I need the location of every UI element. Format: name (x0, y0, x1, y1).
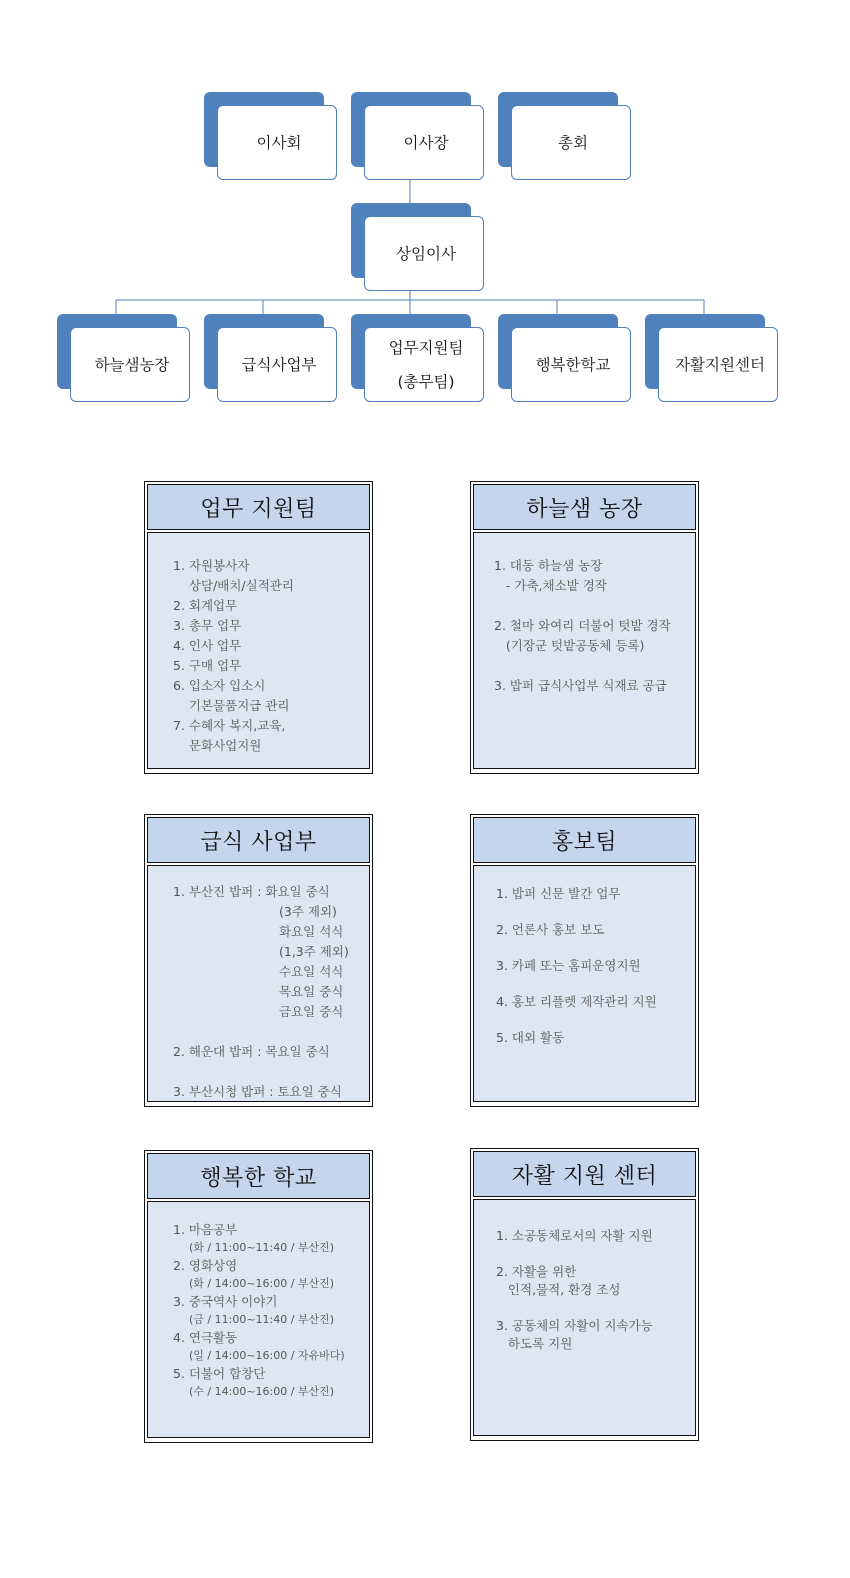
panel-line: 5. 더불어 합창단 (173, 1366, 266, 1381)
panel-line: 6. 입소자 입소시 (173, 678, 266, 693)
org-node-label: 자활지원센터 (675, 355, 765, 374)
panel-line: 3. 카페 또는 홈피운영지원 (496, 958, 641, 973)
panel-body (147, 532, 370, 769)
panel-line: 수요일 석식 (279, 964, 344, 979)
panel-title: 하늘샘 농장 (473, 484, 696, 530)
org-node-label: 업무지원팀 (388, 338, 464, 357)
panel-pr (470, 814, 699, 1107)
panel-title: 급식 사업부 (147, 817, 370, 863)
panel-title: 자활 지원 센터 (473, 1151, 696, 1197)
panel-line: 1. 소공동체로서의 자활 지원 (496, 1228, 653, 1243)
panel-line: 2. 철마 와여리 더불어 텃밭 경작 (494, 618, 671, 633)
panel-line: 문화사업지원 (173, 738, 262, 753)
panel-line-schedule: (일 / 14:00~16:00 / 자유바다) (189, 1349, 345, 1362)
panel-title: 행복한 학교 (147, 1153, 370, 1199)
panel-title: 업무 지원팀 (147, 484, 370, 530)
org-node-label: 총회 (558, 133, 588, 152)
panel-line: 2. 언론사 홍보 보도 (496, 922, 605, 937)
panel-line: 4. 홍보 리플렛 제작관리 지원 (496, 994, 657, 1009)
panel-line-schedule: (수 / 14:00~16:00 / 부산진) (189, 1385, 335, 1398)
panel-body (147, 1201, 370, 1438)
org-node-selfhelp (645, 314, 778, 402)
panel-line: - 가축,채소밭 경작 (494, 578, 607, 593)
panel-line: 2. 영화상영 (173, 1258, 238, 1273)
panel-support-team (144, 481, 373, 774)
org-node-label: 행복한학교 (535, 355, 611, 374)
panel-line: 1. 마음공부 (173, 1222, 238, 1237)
panel-line: 3. 총무 업무 (173, 618, 242, 633)
panel-line: 인적,물적, 환경 조성 (496, 1282, 621, 1297)
org-node-assembly (498, 92, 631, 180)
org-node-chairman (351, 92, 484, 180)
org-node-label: 하늘샘농장 (94, 355, 170, 374)
panel-meal (144, 814, 373, 1107)
org-node-farm (57, 314, 190, 402)
panel-line: 2. 해운대 밥퍼 : 목요일 중식 (173, 1044, 330, 1059)
org-node-label: 급식사업부 (241, 355, 317, 374)
org-node-support (351, 314, 484, 402)
panel-line: 4. 인사 업무 (173, 638, 242, 653)
panel-line: 1. 밥퍼 신문 발간 업무 (496, 886, 621, 901)
org-node-sublabel: (총무팀) (397, 372, 455, 391)
panel-line: (1,3주 제외) (279, 944, 349, 959)
panel-line-schedule: (금 / 11:00~11:40 / 부산진) (189, 1313, 335, 1326)
panel-line: 목요일 중식 (279, 984, 344, 999)
org-node-label: 이사장 (403, 133, 449, 152)
org-node-exec (351, 203, 484, 291)
panel-line: 금요일 중식 (279, 1004, 344, 1019)
panel-line: (기장군 텃밭공동체 등록) (494, 638, 645, 653)
panel-body (473, 1199, 696, 1436)
panel-line: 1. 대동 하늘샘 농장 (494, 558, 603, 573)
panel-line: 5. 구매 업무 (173, 658, 242, 673)
panel-line-schedule: (화 / 11:00~11:40 / 부산진) (189, 1241, 335, 1254)
panel-line: 3. 중국역사 이야기 (173, 1294, 278, 1309)
panel-school (144, 1150, 373, 1443)
panel-line: 7. 수혜자 복지,교육, (173, 718, 286, 733)
panel-line: 4. 연극활동 (173, 1330, 238, 1345)
org-node-label: 상임이사 (396, 244, 456, 263)
panel-line: 3. 공동체의 자활이 지속가능 (496, 1318, 653, 1333)
panel-line-schedule: (화 / 14:00~16:00 / 부산진) (189, 1277, 335, 1290)
panel-line: 하도록 지원 (496, 1336, 573, 1351)
panel-line: 5. 대외 활동 (496, 1030, 565, 1045)
org-node-label: 이사회 (256, 133, 302, 152)
panel-body (473, 532, 696, 769)
panel-line: 3. 밥퍼 급식사업부 식재료 공급 (494, 678, 667, 693)
panel-line: 기본물품지급 관리 (173, 698, 290, 713)
panel-line: 1. 부산진 밥퍼 : 화요일 중식 (173, 884, 330, 899)
panel-selfhelp (470, 1148, 699, 1441)
panel-line: 2. 회계업무 (173, 598, 238, 613)
panel-line: 화요일 석식 (279, 924, 344, 939)
panel-line: (3주 제외) (279, 904, 337, 919)
panel-farm (470, 481, 699, 774)
panel-line: 1. 자원봉사자 (173, 558, 250, 573)
org-node-board (204, 92, 337, 180)
panel-body (147, 865, 370, 1102)
panel-line: 3. 부산시청 밥퍼 : 토요일 중식 (173, 1084, 342, 1099)
org-node-school (498, 314, 631, 402)
panel-title: 홍보팀 (473, 817, 696, 863)
org-node-meal (204, 314, 337, 402)
panel-line: 상담/배치/실적관리 (173, 578, 294, 593)
panel-line: 2. 자활을 위한 (496, 1264, 577, 1279)
panel-body (473, 865, 696, 1102)
